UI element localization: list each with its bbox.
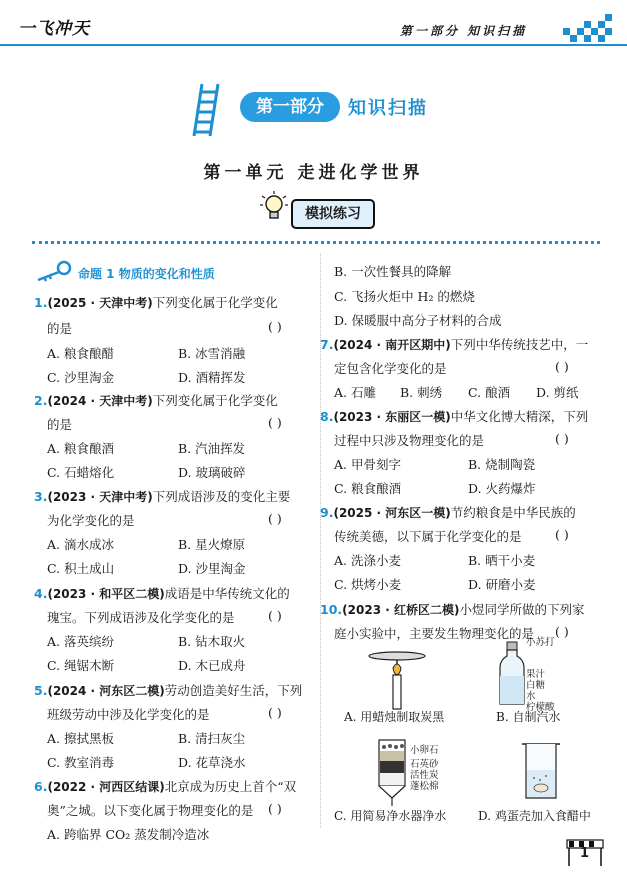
answer-blank[interactable]: ( ) xyxy=(268,608,282,623)
option-b[interactable]: B. 晒干小麦 xyxy=(468,553,536,568)
option-b[interactable]: B. 钻木取火 xyxy=(178,634,246,649)
option-b[interactable]: B. 清扫灰尘 xyxy=(178,731,246,746)
question-stem: 劳动创造美好生活，下列 xyxy=(164,683,303,698)
option-d[interactable]: D. 火药爆炸 xyxy=(468,481,536,496)
option-d[interactable]: D. 研磨小麦 xyxy=(468,577,536,592)
answer-blank[interactable]: ( ) xyxy=(268,415,282,430)
option-a[interactable]: A. 滴水成冰 xyxy=(47,537,114,552)
option-c[interactable]: C. 粮食酿酒 xyxy=(334,481,402,496)
option-c[interactable]: C. 积土成山 xyxy=(47,561,115,576)
option-d[interactable]: D. 沙里淘金 xyxy=(178,561,246,576)
option-b[interactable]: B. 冰雪消融 xyxy=(178,346,246,361)
option-c[interactable]: C. 绳锯木断 xyxy=(47,658,115,673)
answer-blank[interactable]: ( ) xyxy=(268,511,282,526)
question-number: 9. xyxy=(320,505,334,520)
question-number: 1. xyxy=(34,295,48,310)
beaker-figure xyxy=(520,740,562,802)
question-number: 7. xyxy=(320,337,334,352)
figure-b-caption: B. 自制汽水 xyxy=(496,710,561,724)
key-icon xyxy=(34,260,72,282)
practice-label: 模拟练习 xyxy=(291,199,375,229)
question-2 xyxy=(34,391,278,409)
lightbulb-icon xyxy=(259,190,289,224)
label-sugar: 白糖 xyxy=(526,680,546,691)
question-stem: 下列成语涉及的变化主要 xyxy=(152,489,291,504)
option-b[interactable]: B. 汽油挥发 xyxy=(178,441,246,456)
question-source: (2023 · 红桥区二模) xyxy=(342,603,460,617)
option-d[interactable]: D. 保暖服中高分子材料的合成 xyxy=(334,313,502,328)
question-stem: 下列变化属于化学变化 xyxy=(152,393,278,408)
question-stem-cont: 班级劳动中涉及化学变化的是 xyxy=(47,707,210,722)
question-source: (2023 · 东丽区一模) xyxy=(333,410,451,424)
answer-blank[interactable]: ( ) xyxy=(268,705,282,720)
question-6 xyxy=(34,777,296,795)
option-a[interactable]: A. 石雕 xyxy=(334,385,376,400)
question-stem-cont: 过程中只涉及物理变化的是 xyxy=(334,433,485,448)
question-number: 6. xyxy=(34,779,48,794)
question-source: (2025 · 天津中考) xyxy=(47,296,153,310)
ladder-icon xyxy=(188,82,234,138)
question-stem-cont: 瑰宝。下列成语涉及化学变化的是 xyxy=(47,610,235,625)
figure-a-caption: A. 用蜡烛制取炭黑 xyxy=(344,710,445,724)
answer-blank[interactable]: ( ) xyxy=(268,801,282,816)
figure-c-caption: C. 用简易净水器净水 xyxy=(334,809,447,823)
question-4 xyxy=(34,584,290,602)
option-c[interactable]: C. 烘烤小麦 xyxy=(334,577,402,592)
page-number: 1 xyxy=(580,846,590,861)
label-soda: 小苏打 xyxy=(526,637,555,648)
question-number: 10. xyxy=(320,602,343,617)
question-stem: 下列中华传统技艺中，一 xyxy=(450,337,589,352)
question-number: 3. xyxy=(34,489,48,504)
question-8 xyxy=(320,407,588,425)
answer-blank[interactable]: ( ) xyxy=(268,319,282,334)
option-c[interactable]: C. 飞扬火炬中 H₂ 的燃烧 xyxy=(334,289,475,304)
question-stem: 节约粮食是中华民族的 xyxy=(450,505,576,520)
question-stem-cont: 定包含化学变化的是 xyxy=(334,361,447,376)
option-d[interactable]: D. 酒精挥发 xyxy=(178,370,246,385)
question-9 xyxy=(320,503,576,521)
option-c[interactable]: C. 教室消毒 xyxy=(47,755,115,770)
label-water: 水 xyxy=(526,691,536,702)
option-c[interactable]: C. 石蜡熔化 xyxy=(47,465,115,480)
topic-heading: 命题 1 物质的变化和性质 xyxy=(78,267,215,281)
question-stem-cont: 奥”之城。以下变化属于物理变化的是 xyxy=(47,803,254,818)
question-stem-cont: 庭小实验中，主要发生物理变化的是 xyxy=(334,626,535,641)
question-stem-cont: 传统美德，以下属于化学变化的是 xyxy=(334,529,522,544)
question-number: 4. xyxy=(34,586,48,601)
header-rule xyxy=(0,44,627,46)
question-7 xyxy=(320,335,588,353)
label-carbon: 活性炭 xyxy=(410,770,439,781)
label-pebble: 小卵石 xyxy=(410,745,439,756)
label-sand: 石英砂 xyxy=(410,759,439,770)
question-stem-cont: 的是 xyxy=(47,417,73,432)
question-source: (2023 · 和平区二模) xyxy=(47,587,165,601)
water-filter-figure xyxy=(375,738,409,808)
question-source: (2023 · 天津中考) xyxy=(47,490,153,504)
unit-title: 第一单元 走进化学世界 xyxy=(203,163,424,183)
question-stem-cont: 的是 xyxy=(47,321,73,336)
option-a[interactable]: A. 洗涤小麦 xyxy=(334,553,401,568)
candle-plate-figure xyxy=(362,650,432,710)
part-title: 知识扫描 xyxy=(348,98,428,119)
checker-decoration-icon xyxy=(563,14,615,42)
question-source: (2024 · 南开区期中) xyxy=(333,338,451,352)
option-b[interactable]: B. 一次性餐具的降解 xyxy=(334,264,452,279)
option-a[interactable]: A. 擦拭黑板 xyxy=(47,731,114,746)
label-juice: 果汁 xyxy=(526,669,546,680)
soda-bottle-figure xyxy=(497,640,527,708)
figure-d-caption: D. 鸡蛋壳加入食醋中 xyxy=(478,809,591,823)
question-3 xyxy=(34,487,290,505)
option-d[interactable]: D. 木已成舟 xyxy=(178,658,246,673)
question-source: (2022 · 河西区结课) xyxy=(47,780,165,794)
answer-blank[interactable]: ( ) xyxy=(555,359,569,374)
question-number: 2. xyxy=(34,393,48,408)
question-stem: 北京成为历史上首个“双 xyxy=(164,779,297,794)
question-number: 5. xyxy=(34,683,48,698)
question-1 xyxy=(34,293,278,311)
answer-blank[interactable]: ( ) xyxy=(555,624,569,639)
label-cotton: 蓬松棉 xyxy=(410,781,439,792)
question-stem: 小煜同学所做的下列家 xyxy=(459,602,585,617)
answer-blank[interactable]: ( ) xyxy=(555,527,569,542)
question-number: 8. xyxy=(320,409,334,424)
option-a[interactable]: A. 粮食酿醋 xyxy=(47,346,114,361)
option-a[interactable]: A. 落英缤纷 xyxy=(47,634,114,649)
question-source: (2025 · 河东区一模) xyxy=(333,506,451,520)
option-a[interactable]: A. 甲骨刻字 xyxy=(334,457,401,472)
answer-blank[interactable]: ( ) xyxy=(555,431,569,446)
option-b[interactable]: B. 烧制陶瓷 xyxy=(468,457,536,472)
option-b[interactable]: B. 刺绣 xyxy=(400,385,443,400)
option-a[interactable]: A. 跨临界 CO₂ 蒸发制冷造冰 xyxy=(47,827,210,842)
question-stem: 下列变化属于化学变化 xyxy=(152,295,278,310)
question-10 xyxy=(320,600,584,618)
question-stem-cont: 为化学变化的是 xyxy=(47,513,135,528)
question-source: (2024 · 河东区二模) xyxy=(47,684,165,698)
option-c[interactable]: C. 沙里淘金 xyxy=(47,370,115,385)
section-header: 第一部分 知识扫描 xyxy=(400,24,528,38)
label-citric: 柠檬酸 xyxy=(526,702,555,713)
option-c[interactable]: C. 酿酒 xyxy=(468,385,511,400)
question-stem: 中华文化博大精深，下列 xyxy=(450,409,589,424)
part-badge: 第一部分 xyxy=(240,92,340,122)
question-stem: 成语是中华传统文化的 xyxy=(164,586,290,601)
brand-logo: 一飞冲天 xyxy=(18,19,90,39)
question-5 xyxy=(34,681,302,699)
option-b[interactable]: B. 星火燎原 xyxy=(178,537,246,552)
dotted-separator xyxy=(32,241,600,244)
option-d[interactable]: D. 花草浇水 xyxy=(178,755,246,770)
option-d[interactable]: D. 玻璃破碎 xyxy=(178,465,246,480)
option-a[interactable]: A. 粮食酿酒 xyxy=(47,441,114,456)
question-source: (2024 · 天津中考) xyxy=(47,394,153,408)
option-d[interactable]: D. 剪纸 xyxy=(536,385,579,400)
